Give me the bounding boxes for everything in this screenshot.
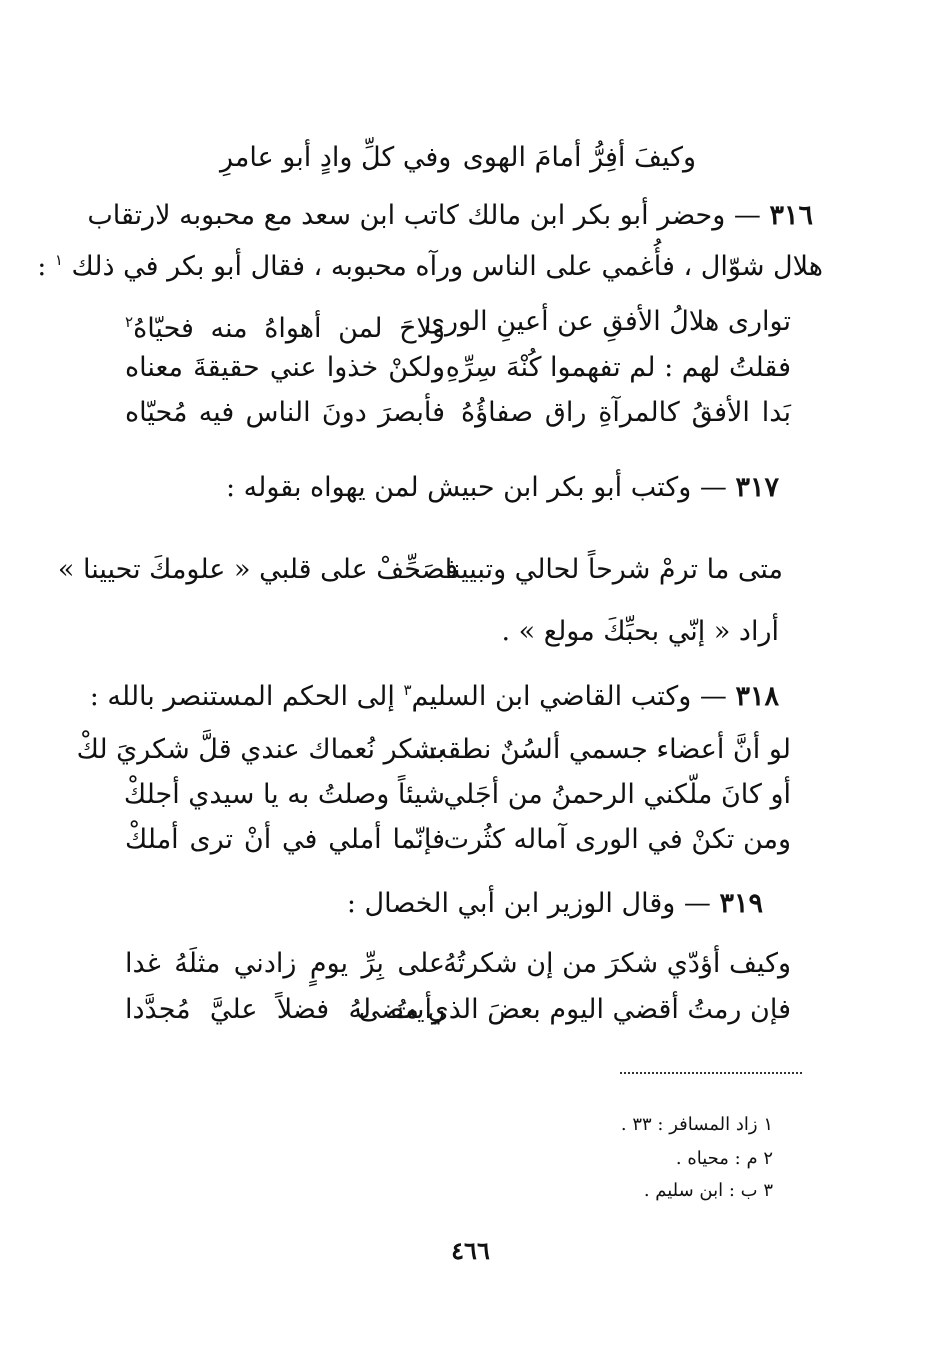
verse-317-first: متى ما ترمْ شرحاً لحالي وتبيينا xyxy=(444,554,783,585)
verse-316-1-second-text: ولاحَ لمن أهواهُ منه فحيّاهُ xyxy=(133,313,445,344)
verse-318-1-second: بشكر نُعماك عندي قلَّ شكريَ لكْ xyxy=(76,734,445,765)
verse-317-second: فصَحِّفْ على قلبي « علومكَ تحيينا » xyxy=(57,554,458,585)
entry-319-line-1 xyxy=(347,884,763,924)
opening-verse-first: وكيفَ أفِرُّ أمامَ الهوى xyxy=(462,142,696,173)
verse-318-3-first: ومن تكنْ في الورى آماله كثُرت xyxy=(443,824,791,855)
verse-319-2-second: رأيتُ لهُ فضلاً عليَّ مُجدَّدا xyxy=(125,994,445,1025)
entry-317-line-1 xyxy=(226,468,779,508)
entry-dash: — xyxy=(733,200,761,231)
footnote-ref: ٣ xyxy=(403,681,412,699)
footnote-3: ٣ ب : ابن سليم . xyxy=(643,1180,773,1201)
entry-dash: — xyxy=(699,681,727,712)
entry-318-text-b: إلى الحكم المستنصر بالله : xyxy=(89,681,404,712)
verse-316-3-second: فأبصرَ دونَ الناس فيه مُحيّاه xyxy=(125,397,445,428)
verse-316-1-first: توارى هلالُ الأفقِ عن أعينِ الورى xyxy=(423,306,791,337)
colon: : xyxy=(37,251,55,282)
entry-number: ٣١٦ xyxy=(769,200,813,231)
entry-316-line-2 xyxy=(37,240,823,287)
entry-316-text-2: هلال شوّال ، فأُغمي على الناس ورآه محبوبه ، فقال أبو بكر في ذلك xyxy=(62,251,823,282)
verse-319-1-second: على بِرِّ يومٍ زادني مثلَهُ غدا xyxy=(125,948,445,979)
entry-dash: — xyxy=(699,472,727,503)
verse-316-2-first: فقلتُ لهم : لم تفهموا كُنْهَ سِرِّهِ xyxy=(445,352,791,383)
entry-318-line-1 xyxy=(90,670,779,717)
entry-number: ٣١٨ xyxy=(735,681,779,712)
footnote-2: ٢ م : محياه . xyxy=(675,1148,773,1169)
entry-316-text-1: وحضر أبو بكر ابن مالك كاتب ابن سعد مع محبوبه لارتقاب xyxy=(87,200,726,231)
verse-318-1-first: لو أنَّ أعضاء جسمي ألسُنٌ نطقت xyxy=(421,734,791,765)
verse-318-2-second: شيئاً وصلتُ به يا سيدي أجلكْ xyxy=(123,779,445,810)
footnote-separator xyxy=(620,1072,802,1074)
verse-316-1-second xyxy=(125,302,445,349)
entry-316-line-1 xyxy=(87,196,813,236)
entry-number: ٣١٧ xyxy=(735,472,779,503)
footnote-ref: ٢ xyxy=(125,313,134,331)
verse-316-2-second: ولكنْ خذوا عني حقيقةَ معناه xyxy=(125,352,445,383)
page-number: ٤٦٦ xyxy=(451,1236,490,1265)
verse-316-3-first: بَدا الأفقُ كالمرآةِ راق صفاؤُهُ xyxy=(461,397,791,428)
verse-319-1-first: وكيف أؤدّي شكرَ من إن شكرتُهُ xyxy=(443,948,791,979)
opening-verse-second: وفي كلِّ وادٍ أبو عامرِ xyxy=(220,142,452,173)
footnote-ref: ١ xyxy=(54,251,63,269)
entry-dash: — xyxy=(683,888,711,919)
verse-318-2-first: أو كانَ ملّكني الرحمنُ من أجَلي xyxy=(443,779,791,810)
entry-317-note: أراد « إنّي بحبِّكَ مولع » . xyxy=(501,616,779,647)
entry-318-text-a: وكتب القاضي ابن السليم xyxy=(411,681,692,712)
footnote-1: ١ زاد المسافر : ٣٣ . xyxy=(620,1114,773,1135)
entry-317-text-1: وكتب أبو بكر ابن حبيش لمن يهواه بقوله : xyxy=(225,472,692,503)
entry-319-text-1: وقال الوزير ابن أبي الخصال : xyxy=(346,888,676,919)
verse-319-2-first: فإن رمتُ أقضي اليوم بعضَ الذي مضى xyxy=(358,994,791,1025)
entry-number: ٣١٩ xyxy=(719,888,763,919)
verse-318-3-second: فإنّما أملي في أنْ ترى أملكْ xyxy=(125,824,445,855)
